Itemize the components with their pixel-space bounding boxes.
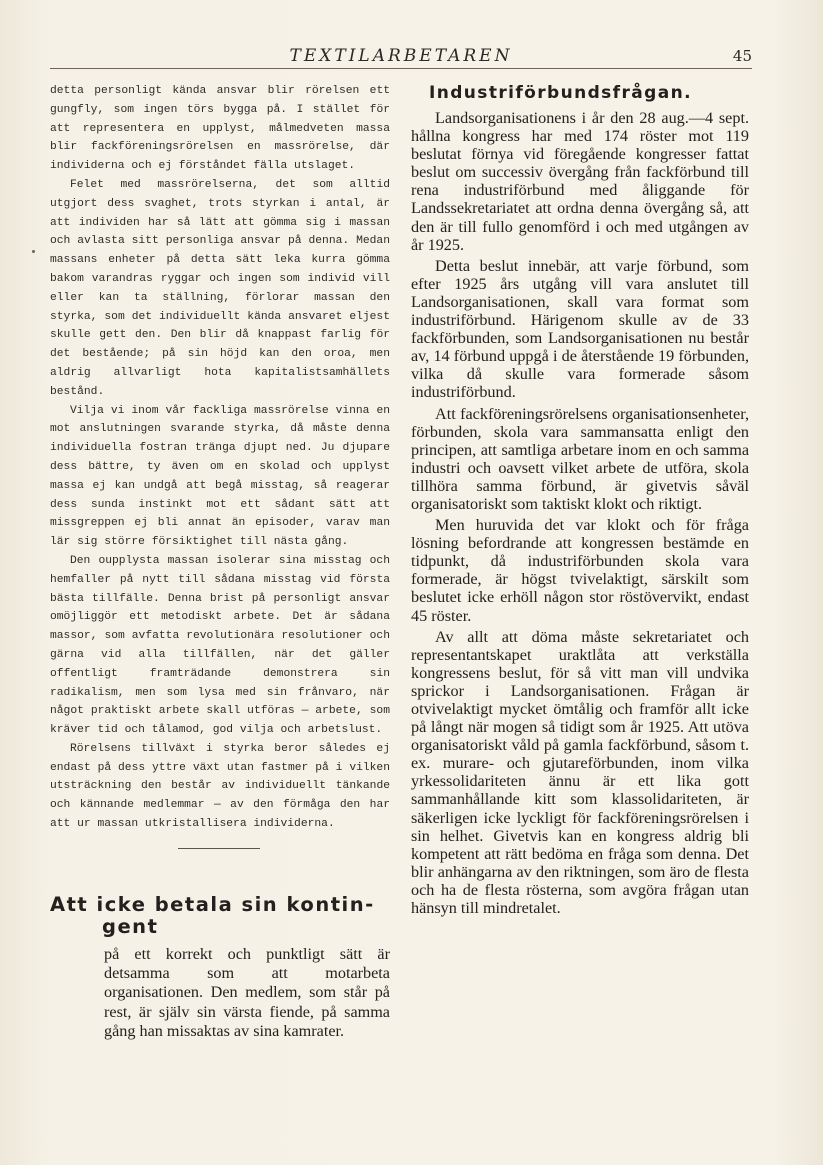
section-heading-line: gent (102, 915, 159, 938)
right-column (411, 82, 749, 917)
running-header (50, 46, 752, 69)
article-paragraph: Detta beslut innebär, att varje förbund, som efter 1925 års utgång vill vara anslutet till Landsorganisationen, skall vara format som industriförbund. Härigenom skulle av de 33 fackförbunden, som Landsorganisationen nu består av, 14 förbund uppgå i de återstående 19 förbunden, vilka då skulle vara formerade såsom industriförbund. (411, 256, 749, 402)
article-paragraph: Den oupplysta massan isolerar sina misstag och hemfaller på nytt till sådana misstag vid första bästa tillfälle. Denna brist på personligt ansvar omöjliggör ett metodiskt arbete. Det är sådana massor, som avfatta revolutionära resolutioner och gärna vid alla tillfällen, när det gäller offentligt framträdande demonstrera sin radikalism, men som lysa med sin frånvaro, när något praktiskt arbete skall utföras — arbete, som kräver tid och tålamod, god vilja och arbetslust. (50, 554, 390, 737)
section-divider (178, 848, 260, 849)
article-heading: Industriförbundsfrågan. (429, 83, 692, 103)
article-paragraph: Felet med massrörelserna, det som alltid utgjort dess svaghet, trots styrkan i antal, är att individen har så lätt att gömma sig i massan och avlasta sitt personliga ansvar på denna. Medan massans enheter på detta sätt leka kurra gömma bakom varandras ryggar och ingen som individ vill eller kan ta ställning, förlorar massan den styrka, som det individuellt kända ansvaret eljest skulle gett den. Den blir då knappast farlig för det bestående; på sin höjd kan den oroa, men aldrig allvarligt hota kapitalistsamhällets bestånd. (50, 178, 390, 398)
article-paragraph: Att fackföreningsrörelsens organisationsenheter, förbunden, skola vara sammansatta enligt den principen, att samtliga arbetare inom en och samma industri och oavsett vilket arbete de utföra, skola tillhöra samma förbund, är givetvis såväl organisatoriskt som taktiskt klokt och riktigt. (411, 404, 749, 513)
article-paragraph: Landsorganisationens i år den 28 aug.—4 sept. hållna kongress har med 174 röster mot 119 beslutat förnya vid föregående kongresser fattat beslut om successiv övergång från fackförbund till rena industriförbund med åliggande för Landssekretariatet att ordna denna övergång så, att den är till fullo genomförd i och med utgången av år 1925. (411, 109, 749, 254)
page-number: 45 (732, 47, 752, 65)
margin-speck (32, 250, 35, 253)
journal-title: TEXTILARBETAREN (289, 46, 513, 66)
section-body: på ett korrekt och punktligt sätt är detsamma som att motarbeta organisationen. Den medlem, som står på rest, är själv sin värsta fiende, på samma gång han missaktas av sina kamrater. (104, 945, 390, 1040)
section-heading-line: Att icke betala sin kontin- (50, 893, 375, 916)
article-paragraph: Vilja vi inom vår fackliga massrörelse vinna en mot anslutningen svarande styrka, då måste denna individuella fostran tränga djupt ned. Ju djupare dess bättre, ty även om en skolad och upplyst massa ej kan undgå att begå misstag, så reagerar dess sunda instinkt mot ett sådant sätt att missgreppen ej bli annat än episoder, varav man lär sig större försiktighet till nästa gång. (50, 404, 390, 549)
article-paragraph: Rörelsens tillväxt i styrka beror således ej endast på dess yttre växt utan fastmer på i vilken utsträckning den består av individuellt tänkande och kännande medlemmar — av den förmåga den har att ur massan utkristallisera individerna. (50, 742, 390, 831)
section-heading (50, 894, 395, 938)
article-paragraph: Men huruvida det var klokt och för fråga lösning befordrande att kongressen bestämde en tidpunkt, då industriförbunden skola vara formerade, är högst tvivelaktigt, särskilt som beslutet icke erhöll någon stor röstövervikt, endast 45 röster. (411, 516, 749, 625)
left-column (50, 82, 390, 834)
article-paragraph: detta personligt kända ansvar blir rörelsen ett gungfly, som ingen törs bygga på. I stället för att representera en upplyst, målmedveten massa blir fackföreningsrörelsen en massrörelse, där individerna och ej förståndet fälla utslaget. (50, 85, 390, 173)
article-paragraph: Av allt att döma måste sekretariatet och representantskapet uraktlåta att verkställa kongressens beslut, för så vitt man vill undvika sprickor i Landsorganisationen. Frågan är otvivelaktigt mycket ömtålig och framför allt icke på långt när mogen så tidigt som år 1925. Att utöva organisatoriskt våld på gamla fackförbund, såsom t. ex. murare- och gjutareförbunden, inom vilka yrkessolidariteten ännu är ett lika gott sammanhållande kitt som klassolidariteten, är säkerligen icke lyckligt för fackföreningsrörelsen i sin helhet. Givetvis kan en kongress aldrig bli kompetent att rätt bedöma en fråga som denna. Det blir anhängarna av den riktningen, som äro de flesta och ha de flesta rösterna, som avgöra frågan utan hänsyn till mindretalet. (411, 627, 749, 918)
